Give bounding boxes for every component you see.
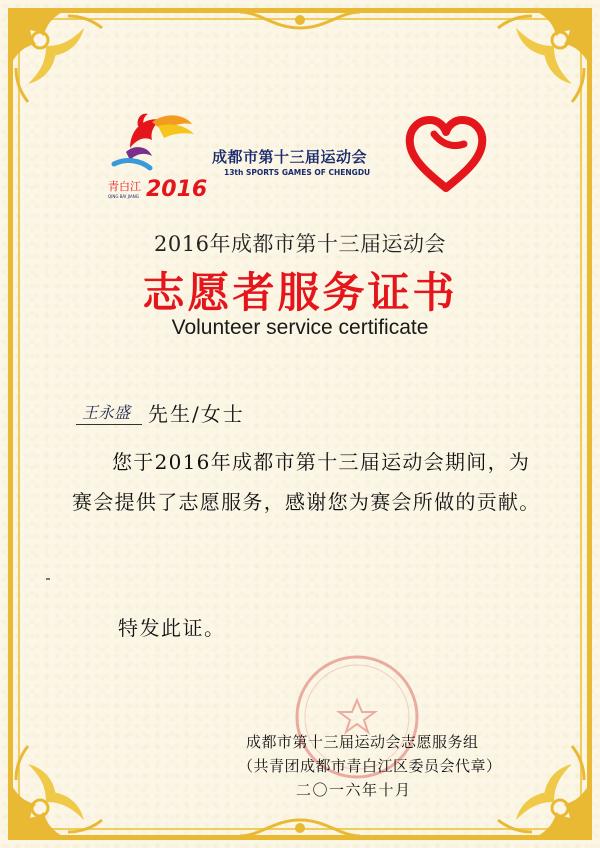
border-flourish-icon	[240, 6, 360, 34]
body-paragraph: 您于2016年成都市第十三届运动会期间，为赛会提供了志愿服务，感谢您为赛会所做的贡献。	[72, 450, 541, 514]
corner-ornament-icon	[484, 6, 594, 116]
issuing-agent: （共青团成都市青白江区委员会代章）	[238, 757, 502, 775]
event-title: 2016年成都市第十三届运动会	[154, 232, 446, 256]
year-mark: 2016	[146, 177, 208, 200]
host-pinyin: QING BAI JIANG	[108, 194, 139, 199]
host-text: 青白江	[108, 180, 141, 193]
games-logo-icon	[100, 104, 212, 200]
certificate-title: 志愿者服务证书	[142, 268, 458, 317]
corner-ornament-icon	[484, 732, 594, 842]
corner-ornament-icon	[6, 732, 116, 842]
ink-speck	[46, 578, 50, 580]
certificate-title-en: Volunteer service certificate	[171, 316, 429, 339]
closing-text: 特发此证。	[118, 616, 226, 640]
issue-date: 二〇一六年十月	[296, 781, 412, 799]
volunteer-heart-icon	[404, 114, 488, 194]
games-name-en: 13th SPORTS GAMES OF CHENGDU	[224, 168, 371, 177]
salutation: 先生/女士	[148, 402, 245, 426]
issuing-organization: 成都市第十三届运动会志愿服务组	[246, 733, 479, 751]
border-flourish-icon	[240, 814, 360, 842]
games-name: 成都市第十三届运动会	[212, 148, 368, 166]
recipient-name: 王永盛	[82, 403, 131, 422]
corner-ornament-icon	[6, 6, 116, 116]
